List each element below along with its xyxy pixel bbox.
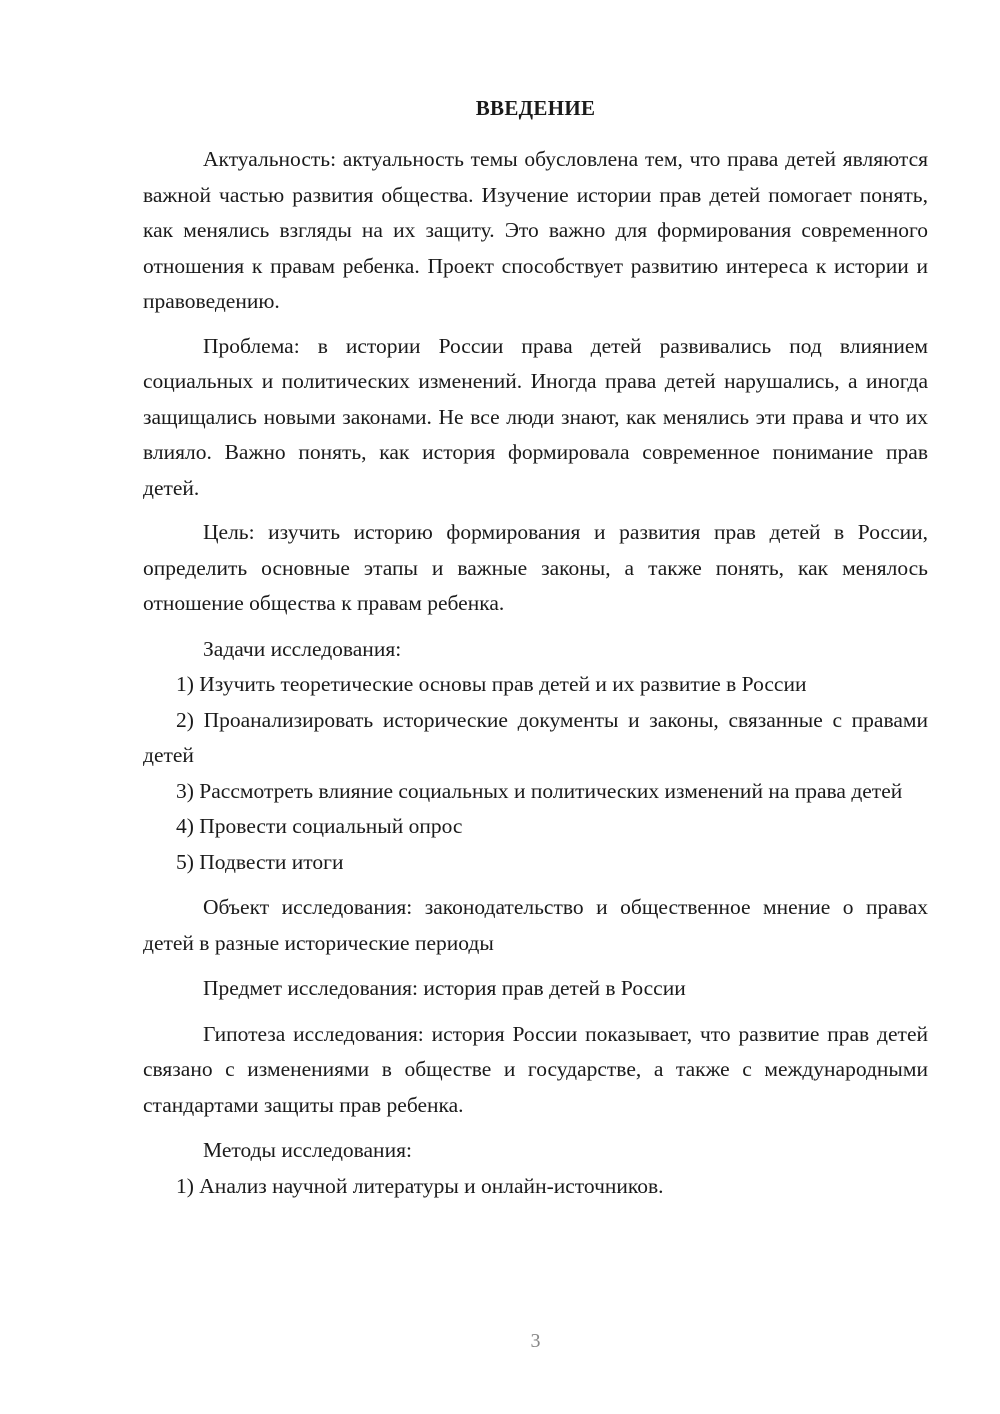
method-item: 1) Анализ научной литературы и онлайн-источников. [176, 1173, 664, 1198]
object-paragraph: Объект исследования: законодательство и общественное мнение о правах детей в разные исторические периоды [143, 895, 928, 955]
problem-paragraph: Проблема: в истории России права детей развивались под влиянием социальных и политических изменений. Иногда права детей нарушались, а иногда защищались новыми законами. Не все люди знают, как менялись эти права и что их влияло. Важно понять, как история формировала современное понимание прав детей. [143, 333, 928, 500]
subject-paragraph: Предмет исследования: история прав детей в России [203, 976, 686, 1000]
relevance-paragraph: Актуальность: актуальность темы обусловлена тем, что права детей являются важной частью развития общества. Изучение истории прав детей помогает понять, как менялись взгляды на их защиту. Это важно для формирования современного отношения к правам ребенка. Проект способствует развитию интереса к истории и правоведению. [143, 147, 928, 313]
document-page [143, 0, 928, 1414]
tasks-heading: Задачи исследования: [203, 636, 402, 661]
methods-heading: Методы исследования: [203, 1138, 412, 1162]
section-heading: ВВЕДЕНИЕ [475, 96, 596, 120]
task-item: 5) Подвести итоги [176, 849, 344, 874]
task-item: 4) Провести социальный опрос [176, 814, 463, 838]
hypothesis-paragraph: Гипотеза исследования: история России показывает, что развитие прав детей связано с изменениями в обществе и государстве, а также с международными стандартами защиты прав ребенка. [143, 1021, 928, 1117]
task-item: 2) Проанализировать исторические документы и законы, связанные с правами детей [143, 707, 928, 767]
task-item: 1) Изучить теоретические основы прав детей и их развитие в России [176, 672, 807, 696]
task-item: 3) Рассмотреть влияние социальных и политических изменений на права детей [176, 778, 903, 803]
introduction-body [143, 142, 928, 1204]
page-number: 3 [530, 1330, 541, 1352]
goal-paragraph: Цель: изучить историю формирования и развития прав детей в России, определить основные этапы и важные законы, а также понять, как менялось отношение общества к правам ребенка. [143, 520, 928, 615]
